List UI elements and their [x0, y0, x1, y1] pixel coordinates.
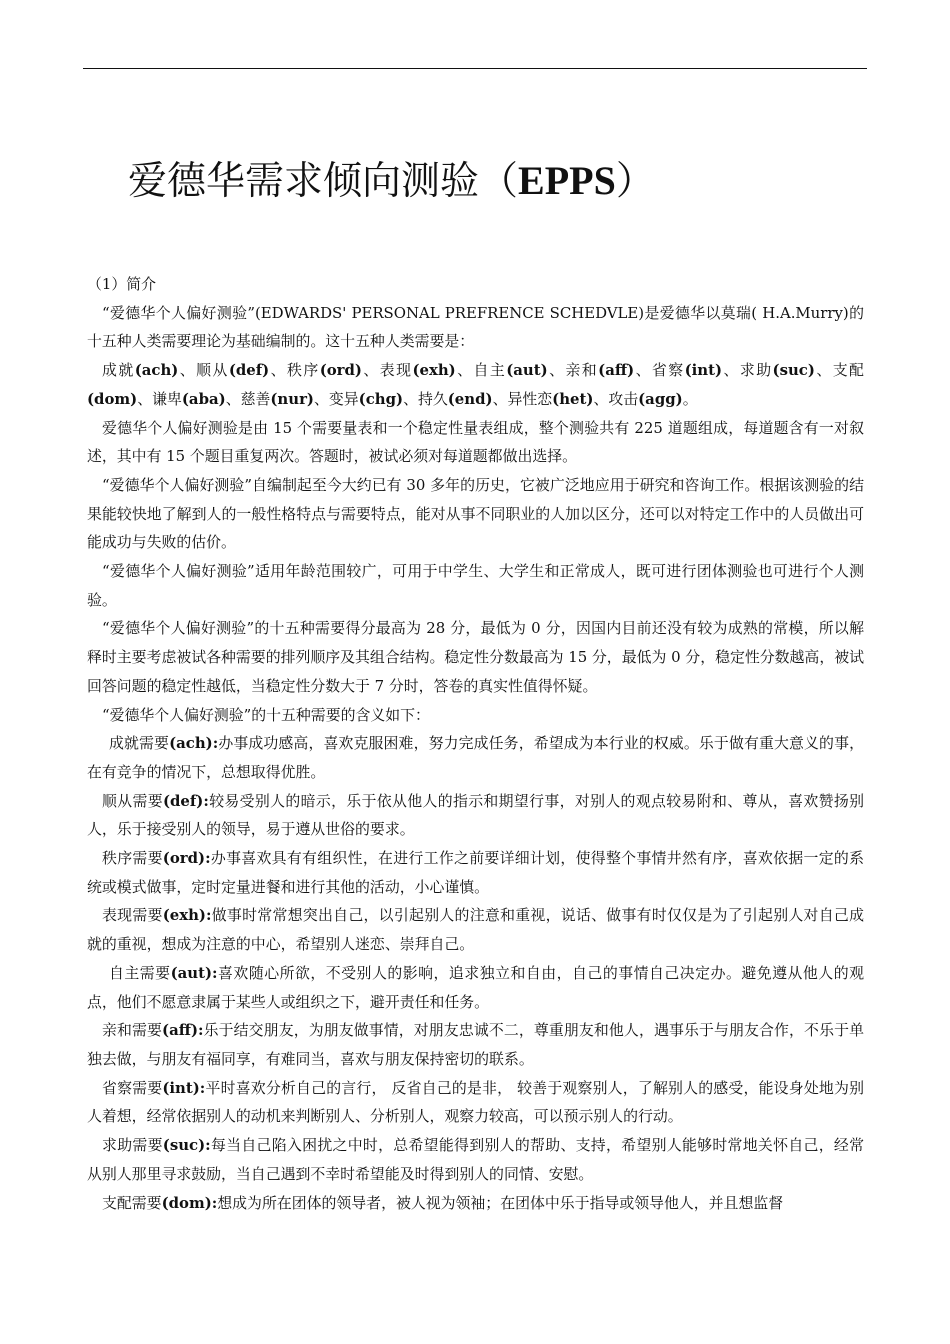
paragraph-scoring: “爱德华个人偏好测验”的十五种需要得分最高为 28 分，最低为 0 分，因国内目前还没有较为成熟的常模，所以解释时主要考虑被试各种需要的排列顺序及其组合结构。稳定性分数最高为 15 分，最低为 0 分，稳定性分数越高，被试回答问题的稳定性越低，当稳定性分数大于 7 分时，答卷的真实性值得怀疑。: [87, 619, 864, 695]
need-dom: 支配需要(dom):想成为所在团体的领导者，被人视为领袖；在团体中乐于指导或领导他人，并且想监督: [102, 1193, 784, 1212]
paragraph-intro: “爱德华个人偏好测验”(EDWARDS' PERSONAL PREFRENCE SCHEDVLE)是爱德华以莫瑞( H.A.Murry)的十五种人类需要理论为基础编制的。这十五种人类需要是：: [87, 303, 864, 351]
need-suc: 求助需要(suc):每当自己陷入困扰之中时，总希望能得到别人的帮助、支持，希望别人能够时常地关怀自己，经常从别人那里寻求鼓励，当自己遇到不幸时希望能及时得到别人的同情、安慰。: [87, 1136, 864, 1183]
header-rule: [83, 68, 867, 69]
need-aff: 亲和需要(aff):乐于结交朋友，为朋友做事情，对朋友忠诚不二，尊重朋友和他人，遇事乐于与朋友合作，不乐于单独去做，与朋友有福同享，有难同当，喜欢与朋友保持密切的联系。: [87, 1021, 864, 1068]
paragraph-structure: 爱德华个人偏好测验是由 15 个需要量表和一个稳定性量表组成，整个测验共有 225 道题组成，每道题含有一对叙述，其中有 15 个题目重复两次。答题时，被试必须对每道题都做出选择。: [87, 418, 864, 466]
need-ord: 秩序需要(ord):办事喜欢具有有组织性，在进行工作之前要详细计划，使得整个事情井然有序，喜欢依据一定的系统或模式做事，定时定量进餐和进行其他的活动，小心谨慎。: [87, 849, 864, 896]
need-int: 省察需要(int):平时喜欢分析自己的言行， 反省自己的是非， 较善于观察别人，了解别人的感受，能设身处地为别人着想，经常依据别人的动机来判断别人、分析别人，观察力较高，可以预示别人的行动。: [87, 1078, 864, 1126]
need-ach: 成就需要(ach):办事成功感高，喜欢克服困难，努力完成任务，希望成为本行业的权威。乐于做有重大意义的事，在有竞争的情况下，总想取得优胜。: [87, 734, 864, 781]
document-body: [87, 270, 864, 1217]
section-heading: （1）简介: [87, 275, 157, 293]
need-aut: 自主需要(aut):喜欢随心所欲，不受别人的影响，追求独立和自由，自己的事情自己决定办。避免遵从他人的观点，他们不愿意隶属于某些人或组织之下，避开责任和任务。: [87, 963, 864, 1011]
page-title: [128, 156, 655, 207]
title-close: ）: [615, 159, 655, 204]
need-def: 顺从需要(def):较易受别人的暗示，乐于依从他人的指示和期望行事，对别人的观点较易附和、尊从，喜欢赞扬别人，乐于接受别人的领导，易于遵从世俗的要求。: [87, 791, 864, 839]
title-acronym: EPPS: [518, 158, 616, 203]
title-text: 爱德华需求倾向测验（: [128, 159, 519, 204]
need-exh: 表现需要(exh):做事时常常想突出自己，以引起别人的注意和重视，说话、做事有时仅仅是为了引起别人对自己成就的重视，想成为注意的中心，希望别人迷恋、崇拜自己。: [87, 906, 864, 954]
paragraph-range: “爱德华个人偏好测验”适用年龄范围较广，可用于中学生、大学生和正常成人，既可进行团体测验也可进行个人测验。: [87, 562, 864, 609]
needs-list: 成就(ach)、顺从(def)、秩序(ord)、表现(exh)、自主(aut)、亲和(aff)、省察(int)、求助(suc)、支配(dom)、谦卑(aba)、慈善(nur)、变异(chg)、持久(end)、异性恋(het)、攻击(agg)。: [87, 361, 864, 408]
paragraph-meaning-intro: “爱德华个人偏好测验”的十五种需要的含义如下：: [102, 705, 430, 724]
paragraph-history: “爱德华个人偏好测验”自编制起至今大约已有 30 多年的历史，它被广泛地应用于研究和咨询工作。根据该测验的结果能较快地了解到人的一般性格特点与需要特点，能对从事不同职业的人加以区分，还可以对特定工作中的人员做出可能成功与失败的估价。: [87, 475, 864, 552]
